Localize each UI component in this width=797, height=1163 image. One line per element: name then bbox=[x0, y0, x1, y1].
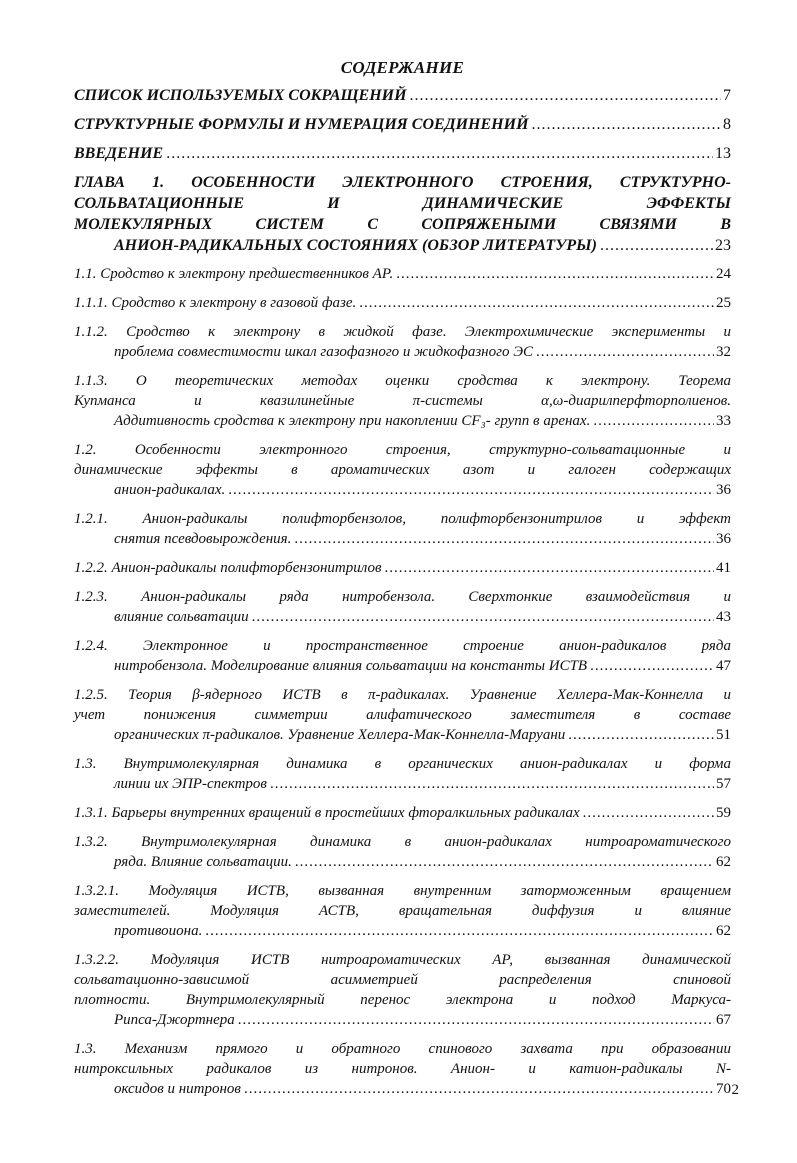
dot-leader bbox=[244, 1079, 714, 1099]
toc-entry-lastline bbox=[74, 774, 731, 794]
toc-entry-lastline bbox=[74, 921, 731, 941]
toc-entry[interactable] bbox=[74, 636, 731, 676]
entry-spacer bbox=[74, 676, 731, 685]
toc-entry-line: 1.3. Механизм прямого и обратного спинового захвата при образовании bbox=[74, 1041, 731, 1057]
dot-leader bbox=[593, 411, 714, 431]
toc-entry-line: учет понижения симметрии алифатического заместителя в составе bbox=[74, 707, 731, 723]
toc-entry-line: 1.2.4. Электронное и пространственное строение анион-радикалов ряда bbox=[74, 638, 731, 654]
toc-entry-text: Аддитивность сродства к электрону при накоплении CF₃- групп в аренах. bbox=[114, 413, 591, 429]
dot-leader bbox=[238, 1010, 714, 1030]
toc-entry[interactable] bbox=[74, 322, 731, 362]
toc-entry-lastline bbox=[74, 480, 731, 500]
toc-entry-line: сольватационно-зависимой асимметрией распределения спиновой bbox=[74, 972, 731, 988]
entry-spacer bbox=[74, 500, 731, 509]
toc-entry-line: 1.3.2.1. Модуляция ИСТВ, вызванная внутренним заторможенным вращением bbox=[74, 883, 731, 899]
toc-entry-page: 33 bbox=[716, 413, 731, 429]
toc-entry-text: органических π-радикалов. Уравнение Хеллера-Мак-Коннелла-Маруани bbox=[114, 727, 566, 743]
toc-entry-line: ГЛАВА 1. ОСОБЕННОСТИ ЭЛЕКТРОННОГО СТРОЕНИЯ, СТРУКТУРНО- bbox=[74, 174, 731, 191]
entry-spacer bbox=[74, 745, 731, 754]
toc-entry-lastline bbox=[74, 558, 731, 578]
entry-spacer bbox=[74, 164, 731, 172]
entry-spacer bbox=[74, 578, 731, 587]
entry-spacer bbox=[74, 431, 731, 440]
toc-entry-text: 1.1. Сродство к электрону предшественников АР. bbox=[74, 266, 394, 282]
toc-entry-lastline bbox=[74, 264, 731, 284]
dot-leader bbox=[166, 143, 713, 164]
toc-entry-line: плотности. Внутримолекулярный перенос электрона и подход Маркуса- bbox=[74, 992, 731, 1008]
toc-entry-page: 23 bbox=[715, 237, 731, 254]
toc-entry[interactable] bbox=[74, 587, 731, 627]
entry-spacer bbox=[74, 1030, 731, 1039]
toc-entry-line: динамические эффекты в ароматических азот и галоген содержащих bbox=[74, 462, 731, 478]
toc-entry[interactable] bbox=[74, 558, 731, 578]
toc-entry[interactable] bbox=[74, 371, 731, 431]
toc-entry-lastline bbox=[74, 607, 731, 627]
page-number: 2 bbox=[731, 1082, 739, 1098]
entry-spacer bbox=[74, 135, 731, 143]
toc-entry-lastline bbox=[74, 1079, 731, 1099]
toc-entry-text: линии их ЭПР-спектров bbox=[114, 776, 267, 792]
toc-entry-text: 1.2.2. Анион-радикалы полифторбензонитрилов bbox=[74, 560, 382, 576]
toc-entry-text: влияние сольватации bbox=[114, 609, 249, 625]
toc-entry-line: нитроксильных радикалов из нитронов. Анион- и катион-радикалы N- bbox=[74, 1061, 731, 1077]
toc-entry-page: 7 bbox=[723, 87, 731, 104]
toc-entry-page: 51 bbox=[716, 727, 731, 743]
toc-entry-text: 1.1.1. Сродство к электрону в газовой фазе. bbox=[74, 295, 357, 311]
dot-leader bbox=[359, 293, 714, 313]
toc-entry-page: 43 bbox=[716, 609, 731, 625]
toc-entry-lastline bbox=[74, 725, 731, 745]
toc-entry-page: 67 bbox=[716, 1012, 731, 1028]
toc-entry-text: Рипса-Джортнера bbox=[114, 1012, 235, 1028]
toc-entry-lastline bbox=[74, 235, 731, 256]
toc-entry-text: 1.3.1. Барьеры внутренних вращений в простейших фторалкильных радикалах bbox=[74, 805, 580, 821]
toc-entry-lastline bbox=[74, 114, 731, 135]
toc-entry[interactable] bbox=[74, 950, 731, 1030]
dot-leader bbox=[270, 774, 714, 794]
toc-entry-line: СОЛЬВАТАЦИОННЫЕ И ДИНАМИЧЕСКИЕ ЭФФЕКТЫ bbox=[74, 195, 731, 212]
toc-entry-text: нитробензола. Моделирование влияния сольватации на константы ИСТВ bbox=[114, 658, 588, 674]
entry-spacer bbox=[74, 106, 731, 114]
toc-entry[interactable] bbox=[74, 803, 731, 823]
toc-entry[interactable] bbox=[74, 754, 731, 794]
toc-entry[interactable] bbox=[74, 509, 731, 549]
toc-entry[interactable] bbox=[74, 685, 731, 745]
toc-entry-text: СПИСОК ИСПОЛЬЗУЕМЫХ СОКРАЩЕНИЙ bbox=[74, 87, 407, 104]
dot-leader bbox=[583, 803, 714, 823]
toc-entry-page: 59 bbox=[716, 805, 731, 821]
toc-entry-line: МОЛЕКУЛЯРНЫХ СИСТЕМ С СОПРЯЖЕНЫМИ СВЯЗЯМИ В bbox=[74, 216, 731, 233]
toc-entry-line: 1.3.2.2. Модуляция ИСТВ нитроароматических АР, вызванная динамической bbox=[74, 952, 731, 968]
toc-entry-lastline bbox=[74, 293, 731, 313]
toc-entry-text: проблема совместимости шкал газофазного и жидкофазного ЭС bbox=[114, 344, 534, 360]
entry-spacer bbox=[74, 627, 731, 636]
entry-spacer bbox=[74, 549, 731, 558]
toc-entry-page: 13 bbox=[715, 145, 731, 162]
toc-entry-lastline bbox=[74, 1010, 731, 1030]
entry-spacer bbox=[74, 313, 731, 322]
entry-spacer bbox=[74, 794, 731, 803]
toc-entry[interactable] bbox=[74, 832, 731, 872]
toc-entry-text: СТРУКТУРНЫЕ ФОРМУЛЫ И НУМЕРАЦИЯ СОЕДИНЕНИЙ bbox=[74, 116, 529, 133]
dot-leader bbox=[410, 85, 721, 106]
dot-leader bbox=[228, 480, 714, 500]
toc-entry[interactable] bbox=[74, 293, 731, 313]
dot-leader bbox=[295, 852, 714, 872]
entry-spacer bbox=[74, 823, 731, 832]
toc-entry-line: Купманса и квазилинейные π-системы α,ω-диарилперфторполиенов. bbox=[74, 393, 731, 409]
entry-spacer bbox=[74, 256, 731, 264]
toc-entry-lastline bbox=[74, 852, 731, 872]
dot-leader bbox=[294, 529, 714, 549]
toc-entry[interactable] bbox=[74, 881, 731, 941]
toc-entry-line: 1.1.3. О теоретических методах оценки сродства к электрону. Теорема bbox=[74, 373, 731, 389]
dot-leader bbox=[536, 342, 714, 362]
toc-entry-lastline bbox=[74, 803, 731, 823]
entry-spacer bbox=[74, 872, 731, 881]
toc-entry[interactable] bbox=[74, 172, 731, 256]
toc-entry-text: АНИОН-РАДИКАЛЬНЫХ СОСТОЯНИЯХ (ОБЗОР ЛИТЕРАТУРЫ) bbox=[114, 237, 597, 254]
toc-entry-page: 36 bbox=[716, 482, 731, 498]
toc-entry[interactable] bbox=[74, 114, 731, 135]
toc-entry-lastline bbox=[74, 529, 731, 549]
toc-entry-page: 25 bbox=[716, 295, 731, 311]
toc-entry-page: 32 bbox=[716, 344, 731, 360]
toc-entry-lastline bbox=[74, 85, 731, 106]
dot-leader bbox=[205, 921, 714, 941]
toc-entry-page: 70 bbox=[716, 1081, 731, 1097]
toc-entry-text: ВВЕДЕНИЕ bbox=[74, 145, 164, 162]
toc-entry-lastline bbox=[74, 411, 731, 431]
toc-entry-page: 62 bbox=[716, 854, 731, 870]
dot-leader bbox=[384, 558, 714, 578]
entry-spacer bbox=[74, 284, 731, 293]
toc-entry-page: 24 bbox=[716, 266, 731, 282]
toc-entry-lastline bbox=[74, 342, 731, 362]
toc-entry-line: 1.2.3. Анион-радикалы ряда нитробензола. Сверхтонкие взаимодействия и bbox=[74, 589, 731, 605]
toc-entry[interactable] bbox=[74, 85, 731, 106]
toc-entry-text: ряда. Влияние сольватации. bbox=[114, 854, 292, 870]
dot-leader bbox=[590, 656, 714, 676]
toc-entry[interactable] bbox=[74, 1039, 731, 1099]
dot-leader bbox=[600, 235, 713, 256]
toc-entry-line: заместителей. Модуляция АСТВ, вращательная диффузия и влияние bbox=[74, 903, 731, 919]
toc-entry-lastline bbox=[74, 143, 731, 164]
dot-leader bbox=[396, 264, 714, 284]
toc-entry-line: 1.3. Внутримолекулярная динамика в органических анион-радикалах и форма bbox=[74, 756, 731, 772]
toc-entry-text: оксидов и нитронов bbox=[114, 1081, 241, 1097]
dot-leader bbox=[532, 114, 721, 135]
toc-entry-lastline bbox=[74, 656, 731, 676]
entry-spacer bbox=[74, 362, 731, 371]
toc-entry-line: 1.2. Особенности электронного строения, структурно-сольватационные и bbox=[74, 442, 731, 458]
toc-entry-line: 1.3.2. Внутримолекулярная динамика в анион-радикалах нитроароматического bbox=[74, 834, 731, 850]
entry-spacer bbox=[74, 1099, 731, 1108]
toc-entry-text: снятия псевдовырождения. bbox=[114, 531, 292, 547]
toc-entry[interactable] bbox=[74, 143, 731, 164]
toc-entry-page: 41 bbox=[716, 560, 731, 576]
toc-title: СОДЕРЖАНИЕ bbox=[340, 58, 465, 77]
toc-entry-text: анион-радикалах. bbox=[114, 482, 226, 498]
toc-entry-text: противоиона. bbox=[114, 923, 203, 939]
toc-entry-line: 1.1.2. Сродство к электрону в жидкой фазе. Электрохимические эксперименты и bbox=[74, 324, 731, 340]
toc-entry-page: 62 bbox=[716, 923, 731, 939]
toc-entry[interactable] bbox=[74, 264, 731, 284]
entry-spacer bbox=[74, 941, 731, 950]
toc-entry-line: 1.2.5. Теория β-ядерного ИСТВ в π-радикалах. Уравнение Хеллера-Мак-Коннелла и bbox=[74, 687, 731, 703]
toc-entry-page: 36 bbox=[716, 531, 731, 547]
dot-leader bbox=[252, 607, 714, 627]
dot-leader bbox=[568, 725, 714, 745]
toc-list bbox=[74, 85, 731, 1108]
toc-entry[interactable] bbox=[74, 440, 731, 500]
toc-entry-page: 8 bbox=[723, 116, 731, 133]
toc-entry-line: 1.2.1. Анион-радикалы полифторбензолов, полифторбензонитрилов и эффект bbox=[74, 511, 731, 527]
toc-entry-page: 47 bbox=[716, 658, 731, 674]
toc-entry-page: 57 bbox=[716, 776, 731, 792]
